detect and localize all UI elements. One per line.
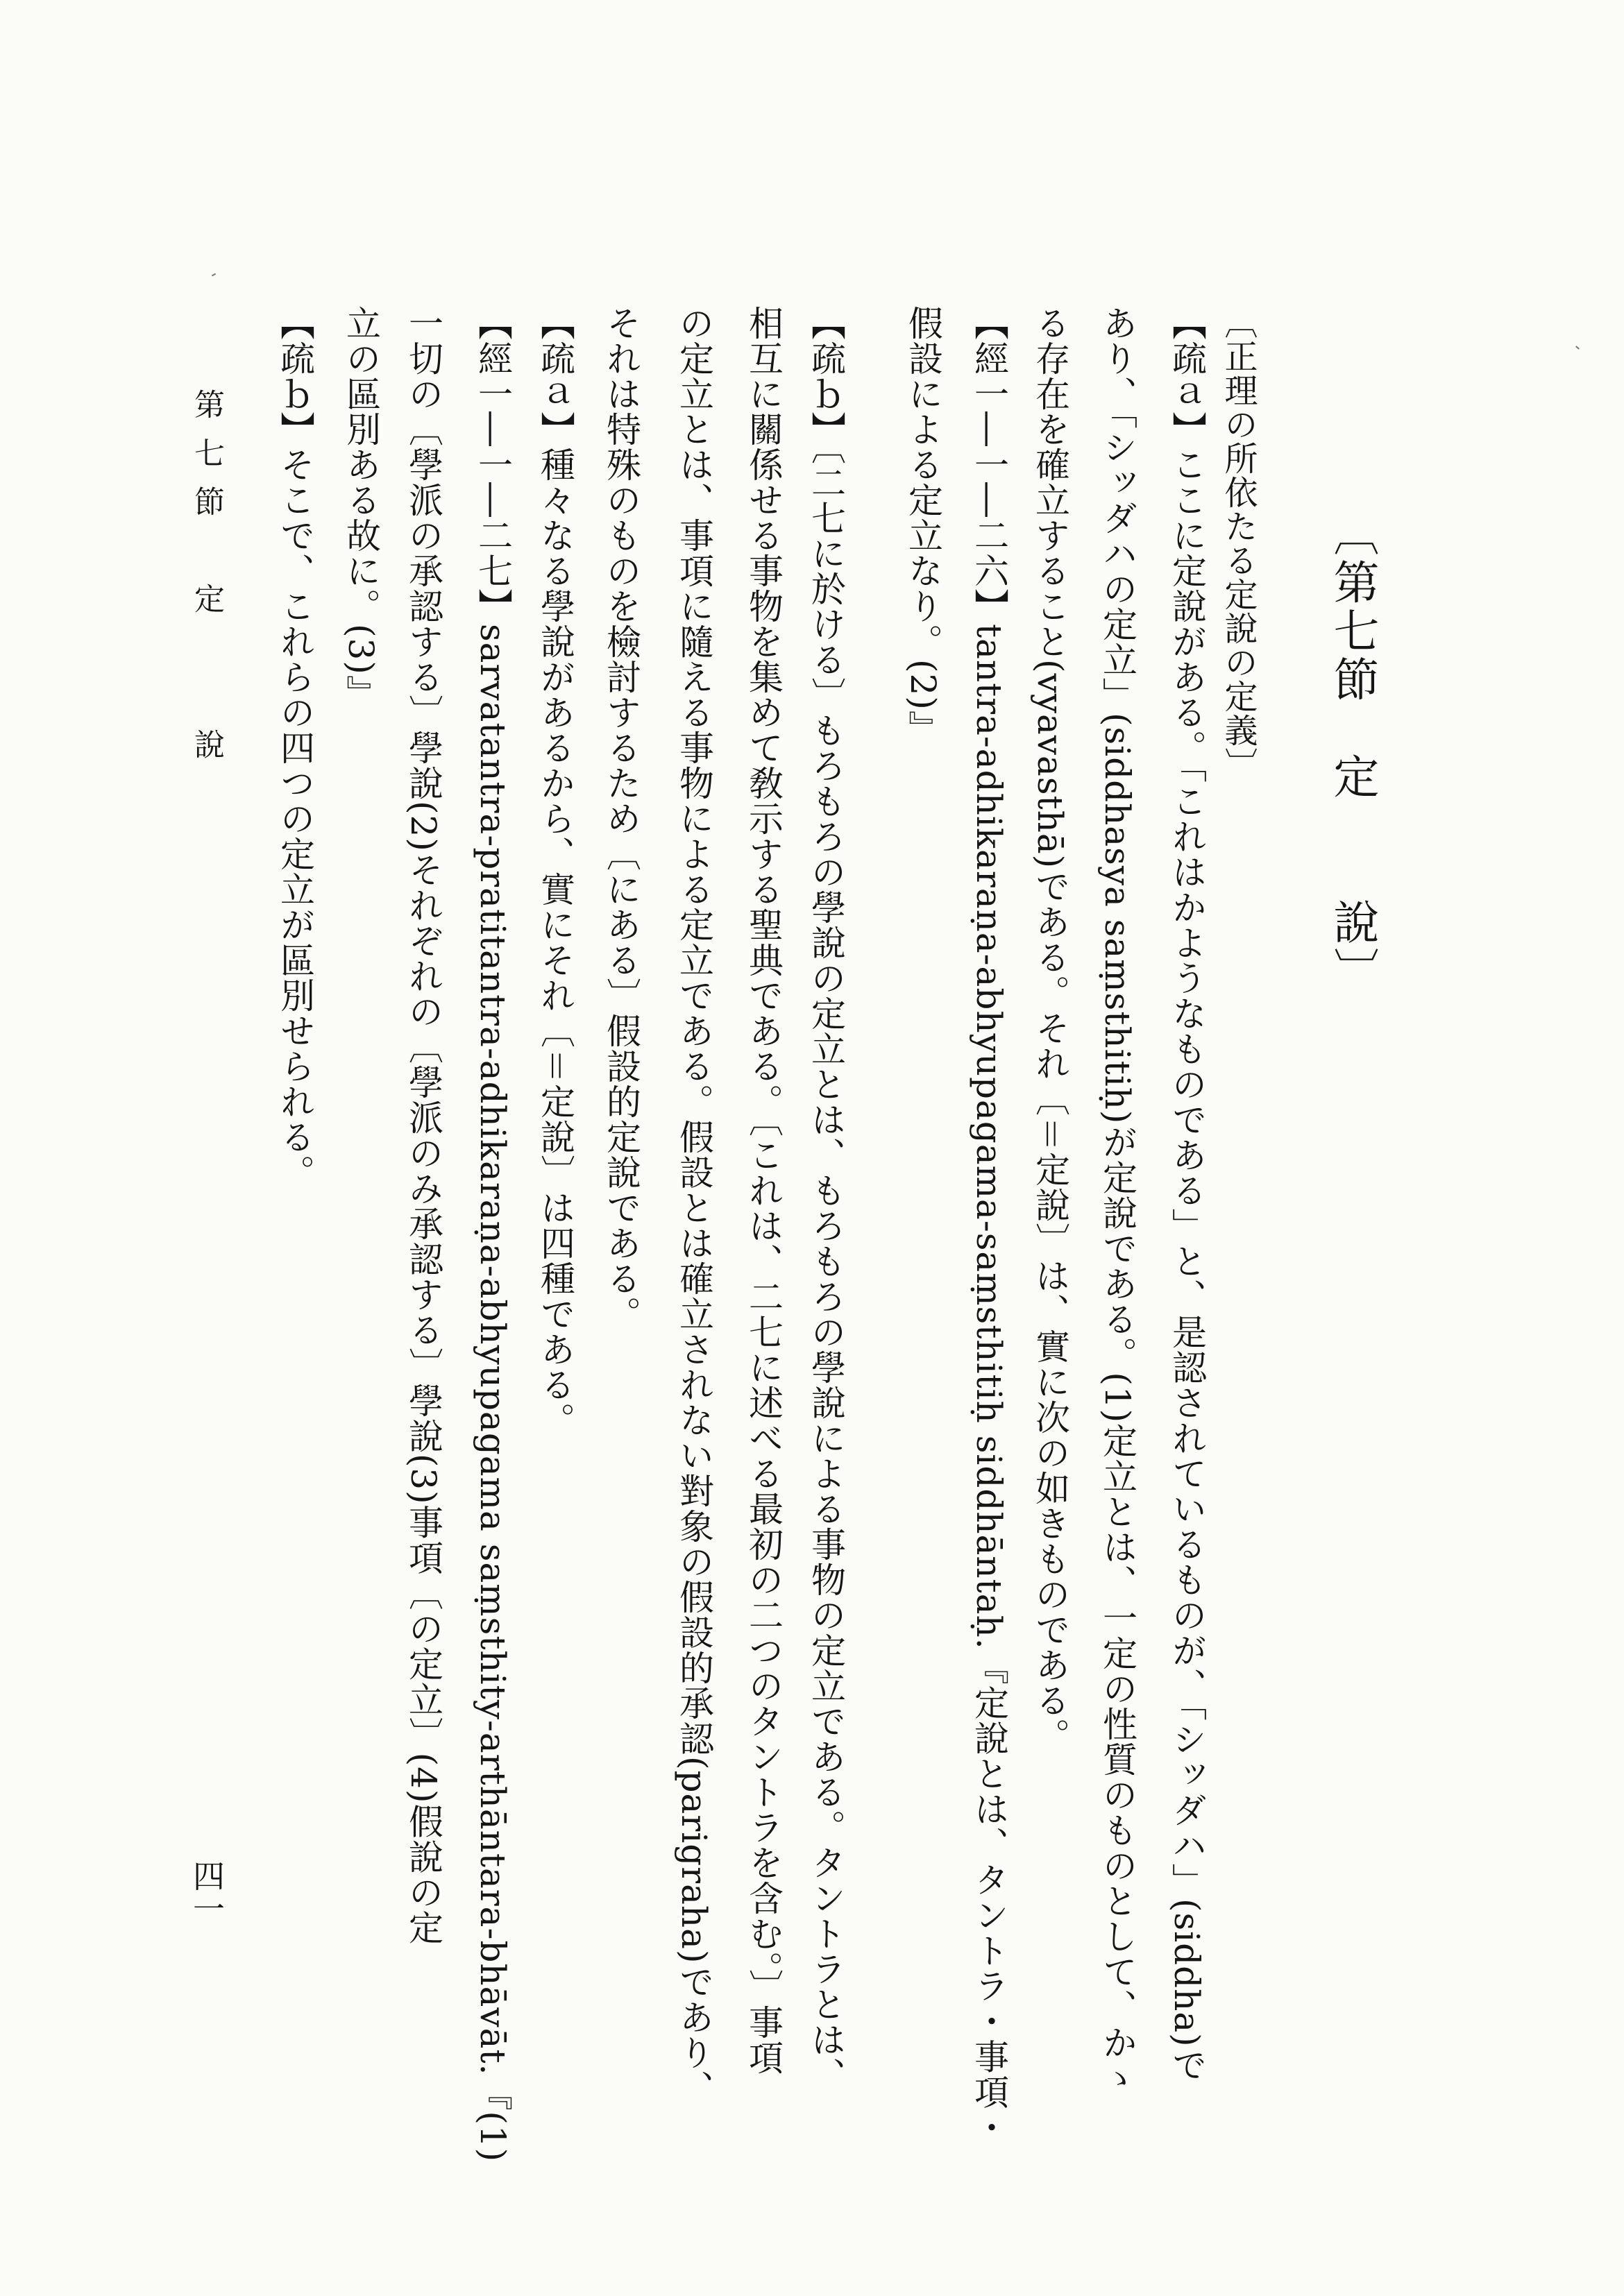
- body-line: 假設による定立なり。(2)』: [903, 305, 943, 746]
- scan-speck: [1575, 346, 1580, 349]
- body-line: 【經一―一―二七】sarvatantra-pratitantra-adhikaraṇa-abhyupagama saṃsthity-arthāntara-bhāvāt.『(1): [473, 305, 513, 2163]
- scan-speck: [212, 273, 216, 277]
- body-line: 【疏ｂ】〔二七に於ける〕もろもろの學說の定立とは、もろもろの學說による事物の定立である。タントラとは、: [806, 305, 846, 2093]
- subheading: 〔正理の所依たる定說の定義〕: [1219, 305, 1258, 781]
- body-line: の定立とは、事項に隨える事物による定立である。假設とは確立されない對象の假設的承認(parigraha)であり、: [674, 305, 714, 2106]
- body-line: 一切の〔學派の承認する〕學說(2)それぞれの〔學派のみ承認する〕學說(3)事項〔の定立〕(4)假說の定: [403, 305, 443, 1946]
- body-line: 【疏ｂ】そこで、これらの四つの定立が區別せられる。: [275, 305, 315, 1190]
- body-line: る存在を確立すること(vyavasthā)である。それ〔＝定說〕は、實に次の如きものである。: [1030, 305, 1070, 1754]
- body-line: 【疏ａ】ここに定說がある。「これはかようなものである」と、是認されているものが、「シッダハ」(siddha)で: [1167, 305, 1207, 2083]
- body-line: 【經一―一―二六】tantra-adhikaraṇa-abhyupagama-saṃsthitiḥ siddhāntaḥ.『定說とは、タントラ・事項・: [969, 305, 1009, 2145]
- body-line: それは特殊のものを檢討するため〔にある〕假設的定說である。: [601, 305, 641, 1332]
- page-number: 四一: [188, 1860, 226, 1925]
- body-line: あり、「シッダハの定立」(siddhasya saṃsthitiḥ)が定說である。(1)定立とは、一定の性質のものとして、かゝ: [1097, 305, 1137, 2096]
- body-line: 立の區別ある故に。(3)』: [341, 305, 381, 711]
- section-title: 〔第七節 定 說〕: [1326, 510, 1379, 996]
- body-line: 相互に關係せる事物を集めて敎示する聖典である。〔これは、二七に述べる最初の二つのタントラを含む。〕事項: [743, 305, 784, 2075]
- running-footer-section: 第七節 定 說: [189, 389, 224, 777]
- body-line: 【疏ａ】種々なる學說があるから、實にそれ〔＝定說〕は四種である。: [535, 305, 575, 1438]
